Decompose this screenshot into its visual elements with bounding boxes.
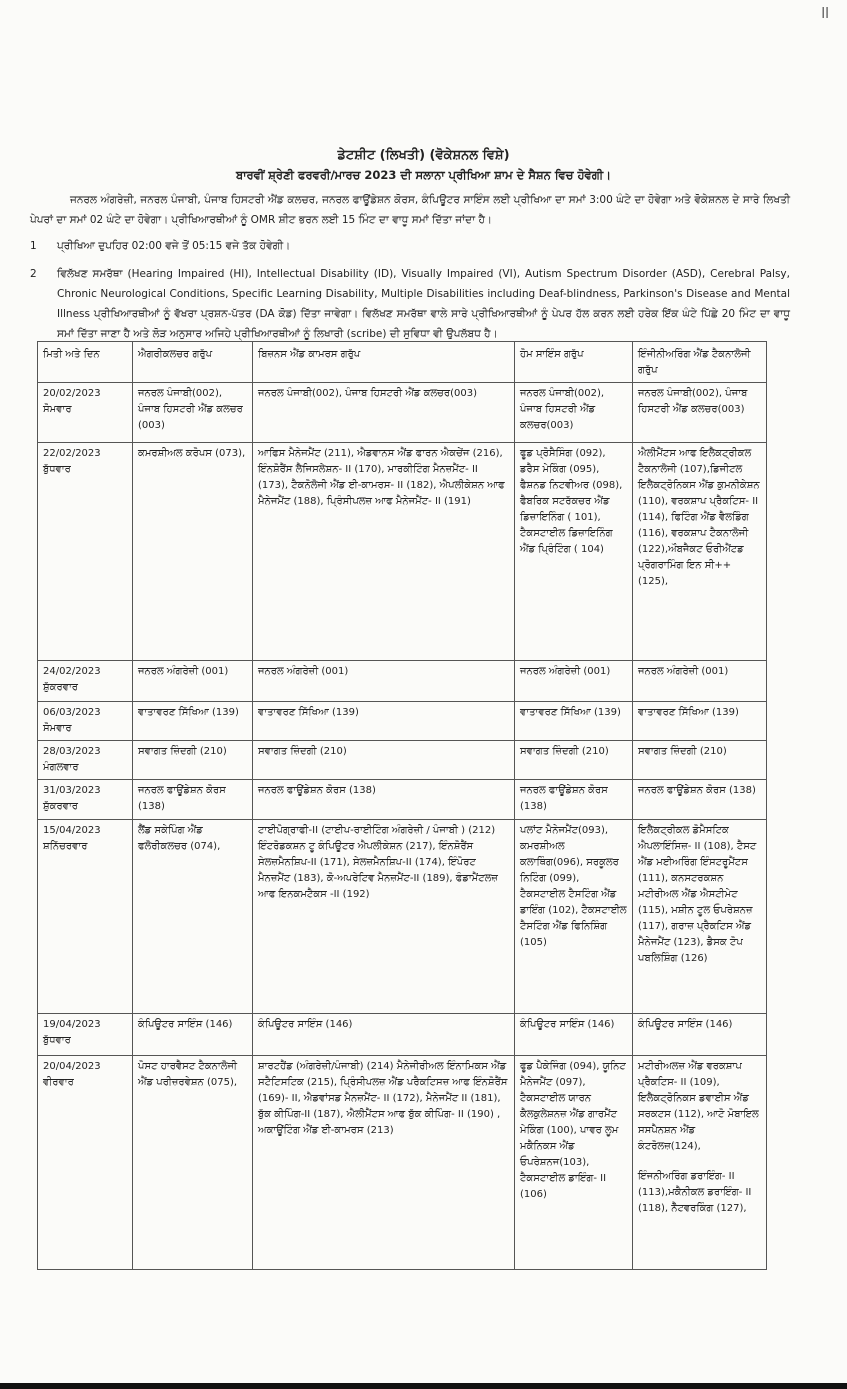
engineering-cell: ਸਵਾਗਤ ਜ਼ਿੰਦਗੀ (210) [633,741,767,780]
exam-date: 19/04/2023 [43,1019,101,1030]
business-cell: ਆਫਿਸ ਮੈਨੇਜਮੈਂਟ (211), ਐਡਵਾਨਸ ਐਂਡ ਫਾਰਨ ਐਕਚੇਂਜ (216), ਇੰਨਸ਼ੋਰੈਂਸ ਲੈਜਿਸਲੇਸ਼ਨ- II (170), ਮਾਰਕੀਟਿੰਗ ਮੈਨਜ਼ਮੈਂਟ- II (173), ਟੈਕਨੋਲੋਜੀ ਐਂਡ ਈ-ਕਾਮਰਸ- II (182), ਐਪਲੀਕੇਸ਼ਨ ਆਫ ਮੈਨੇਜਮੈਂਟ (188), ਪ੍ਰਿੰਸੀਪਲਜ਼ ਆਫ ਮੈਨੇਜਮੈਂਟ- II (191) [253,443,515,661]
home-science-cell: ਫੂਡ ਪੈਕੇਜਿੰਗ (094), ਯੂਨਿਟ ਮੈਨੇਜਮੈਂਟ (097), ਟੈਕਸਟਾਈਲ ਯਾਰਨ ਕੈਲਕੁਲੇਸ਼ਨਜ਼ ਐਂਡ ਗਾਰਮੈਂਟ ਮੇਕਿੰਗ (100), ਪਾਵਰ ਲੂਮ ਮਕੈਨਿਕਸ ਐਂਡ ਓਪਰੇਸ਼ਨਜ(103), ਟੈਕਸਟਾਈਲ ਡਾਇੰਗ- II (106) [515,1056,633,1270]
note-text: ਵਿਲੱਖਣ ਸਮਰੱਥਾ (Hearing Impaired (HI), Intellectual Disability (ID), Visually Impaired (VI), Autism Spectrum Disorder (ASD), Cerebral Palsy, Chronic Neurological Conditions, Specific Learning Disability, Multiple Disabilities including Deaf-blindness, Parkinson's Disease and Mental Illness ਪ੍ਰੀਖਿਆਰਥੀਆਂ ਨੂੰ ਵੱਖਰਾ ਪ੍ਰਸ਼ਨ-ਪੱਤਰ (DA ਕੋਡ) ਦਿੱਤਾ ਜਾਵੇਗਾ। ਵਿਲੱਖਣ ਸਮਰੱਥਾ ਵਾਲੇ ਸਾਰੇ ਪ੍ਰੀਖਿਆਰਥੀਆਂ ਨੂੰ ਪੇਪਰ ਹੱਲ ਕਰਨ ਲਈ ਹਰੇਕ ਇੱਕ ਘੰਟੇ ਪਿੱਛੇ 20 ਮਿੰਟ ਦਾ ਵਾਧੂ ਸਮਾਂ ਦਿੱਤਾ ਜਾਣਾ ਹੈ ਅਤੇ ਲੋੜ ਅਨੁਸਾਰ ਅਜਿਹੇ ਪ੍ਰੀਖਿਆਰਥੀਆਂ ਨੂੰ ਲਿਖਾਰੀ (scribe) ਦੀ ਸੁਵਿਧਾ ਵੀ ਉਪਲੱਬਧ ਹੈ। [57,268,790,340]
home-science-cell: ਜਨਰਲ ਅੰਗਰੇਜ਼ੀ (001) [515,661,633,702]
home-science-cell: ਸਵਾਗਤ ਜ਼ਿੰਦਗੀ (210) [515,741,633,780]
table-header-row [38,342,767,383]
exam-date: 15/04/2023 [43,825,101,836]
table-row [38,1056,767,1270]
business-cell: ਕੰਪਿਊਟਰ ਸਾਇੰਸ (146) [253,1014,515,1056]
home-science-cell: ਫੂਡ ਪ੍ਰੋਸੈਸਿੰਗ (092), ਡਰੈਸ ਮੇਕਿੰਗ (095), ਫੈਸ਼ਨਡ ਨਿਟਵੀਅਰ (098), ਫੈਬਰਿਕ ਸਟਰੱਕਚਰ ਐਂਡ ਡਿਜ਼ਾਇਨਿੰਗ ( 101), ਟੈਕਸਟਾਈਲ ਡਿਜ਼ਾਇਨਿੰਗ ਐਂਡ ਪ੍ਰਿੰਟਿੰਗ ( 104) [515,443,633,661]
engineering-cell: ਕੰਪਿਊਟਰ ਸਾਇੰਸ (146) [633,1014,767,1056]
header-date-day: ਮਿਤੀ ਅਤੇ ਦਿਨ [38,342,133,383]
engineering-subjects: ਮਟੀਰੀਅਲਜ਼ ਐਂਡ ਵਰਕਸ਼ਾਪ ਪ੍ਰੈਕਟਿਸ- II (109), ਇਲੈਕਟ੍ਰੋਨਿਕਸ ਡਵਾਈਸ ਐਂਡ ਸਰਕਟਸ (112), ਆਟੋ ਮੋਬਾਇਲ ਸਸਪੈਨਸ਼ਨ ਐਂਡ ਕੰਟਰੋਲਜ਼(124), [638,1061,759,1152]
home-science-cell: ਕੰਪਿਊਟਰ ਸਾਇੰਸ (146) [515,1014,633,1056]
engineering-cell: ਜਨਰਲ ਫਾਊਂਡੇਸ਼ਨ ਕੋਰਸ (138) [633,780,767,820]
exam-day: ਬੁੱਧਵਾਰ [43,1035,71,1046]
home-science-cell: ਜਨਰਲ ਪੰਜਾਬੀ(002), ਪੰਜਾਬ ਹਿਸਟਰੀ ਐਂਡ ਕਲਚਰ(003) [515,383,633,443]
date-cell [38,661,133,702]
engineering-cell [633,1056,767,1270]
agriculture-cell: ਕਮਰਸ਼ੀਅਲ ਕਰੋਪਸ (073), [133,443,253,661]
date-cell [38,780,133,820]
table-row [38,383,767,443]
engineering-cell: ਇਲੈਕਟ੍ਰੀਕਲ ਡੋਮੈਸਟਿਕ ਐਪਲਾਇੰਸਿਜ਼- II (108), ਟੈਸਟ ਐਂਡ ਮਈਅਰਿੰਗ ਇੰਸਟਰੂਮੈਂਟਸ (111), ਕਨਸਟਰਕਸ਼ਨ ਮਟੀਰੀਅਲ ਐਂਡ ਐਸਟੀਮੇਟ (115), ਮਸ਼ੀਨ ਟੂਲ ਓਪਰੇਸ਼ਨਜ਼ (117), ਗਰਾਜ਼ ਪ੍ਰੈਕਟਿਸ ਐਂਡ ਮੈਨੇਜਮੈਂਟ (123), ਡੈਸਕ ਟੋਪ ਪਬਲਿਸ਼ਿੰਗ (126) [633,820,767,1014]
engineering-subjects: ਇੰਜਨੀਅਰਿੰਗ ਡਰਾਇੰਗ- II (113),ਮਕੈਨੀਕਲ ਡਰਾਇੰਗ- II (118), ਨੈੱਟਵਰਕਿੰਗ (127), [638,1171,752,1214]
exam-day: ਸ਼ਨਿੱਚਰਵਾਰ [43,841,88,852]
table-row [38,1014,767,1056]
date-sheet-table [37,341,767,1270]
home-science-cell: ਪਲਾਂਟ ਮੈਨੇਜਮੈਂਟ(093), ਕਮਰਸ਼ੀਅਲ ਕਲਾਥਿੰਗ(096), ਸਰਕੂਲਰ ਨਿਟਿੰਗ (099), ਟੈਕਸਟਾਈਲ ਟੈਸਟਿੰਗ ਐਂਡ ਡਾਇੰਗ (102), ਟੈਕਸਟਾਈਲ ਟੈਸਟਿੰਗ ਐਂਡ ਫਿਨਿਸ਼ਿੰਗ (105) [515,820,633,1014]
note-number: 1 [30,240,37,252]
header-business-commerce: ਬਿਜ਼ਨਸ ਐਂਡ ਕਾਮਰਸ ਗਰੁੱਪ [253,342,515,383]
document-subtitle: ਬਾਰਵੀਂ ਸ਼੍ਰੇਣੀ ਫਰਵਰੀ/ਮਾਰਚ 2023 ਦੀ ਸਲਾਨਾ ਪ੍ਰੀਖਿਆ ਸ਼ਾਮ ਦੇ ਸੈਸ਼ਨ ਵਿਚ ਹੋਵੇਗੀ। [236,168,611,182]
engineering-cell: ਵਾਤਾਵਰਣ ਸਿੱਖਿਆ (139) [633,702,767,741]
note-2 [30,264,790,344]
exam-day: ਵੀਰਵਾਰ [43,1077,74,1088]
date-cell [38,820,133,1014]
exam-date: 20/04/2023 [43,1061,101,1072]
business-cell: ਜਨਰਲ ਅੰਗਰੇਜ਼ੀ (001) [253,661,515,702]
agriculture-cell: ਜਨਰਲ ਪੰਜਾਬੀ(002), ਪੰਜਾਬ ਹਿਸਟਰੀ ਐਂਡ ਕਲਚਰ (003) [133,383,253,443]
exam-date: 22/02/2023 [43,448,101,459]
note-text: ਪ੍ਰੀਖਿਆ ਦੁਪਹਿਰ 02:00 ਵਜੇ ਤੋਂ 05:15 ਵਜੇ ਤੱਕ ਹੋਵੇਗੀ। [57,240,291,252]
date-cell [38,702,133,741]
date-cell [38,383,133,443]
header-engineering-technology: ਇੰਜੀਨੀਅਰਿੰਗ ਐਂਡ ਟੈਕਨਾਲੋਜੀ ਗਰੁੱਪ [633,342,767,383]
agriculture-cell: ਵਾਤਾਵਰਣ ਸਿੱਖਿਆ (139) [133,702,253,741]
agriculture-cell: ਸਵਾਗਤ ਜ਼ਿੰਦਗੀ (210) [133,741,253,780]
note-number: 2 [30,268,37,280]
table-row [38,780,767,820]
exam-day: ਸ਼ੁੱਕਰਵਾਰ [43,801,78,812]
exam-date: 31/03/2023 [43,785,101,796]
date-cell [38,741,133,780]
engineering-cell: ਜਨਰਲ ਅੰਗਰੇਜ਼ੀ (001) [633,661,767,702]
exam-day: ਸੋਮਵਾਰ [43,404,72,415]
engineering-cell: ਐਲੀਮੈਂਟਸ ਆਫ ਇਲੈਕਟ੍ਰੀਕਲ ਟੈਕਨਾਲੋਜੀ (107),ਡਿਜੀਟਲ ਇਲੈਕਟ੍ਰੋਨਿਕਸ ਐਂਡ ਕੁਮਨੀਕੇਸ਼ਨ (110), ਵਰਕਸ਼ਾਪ ਪ੍ਰੈਕਟਿਸ- II (114), ਫਿਟਿੰਗ ਐਂਡ ਵੈਲਡਿੰਗ (116), ਵਰਕਸ਼ਾਪ ਟੈਕਨਾਲੋਜੀ (122),ਔਬਜੈਕਟ ਓਰੀਐਂਟਡ ਪ੍ਰੋਗਰਾਮਿੰਗ ਇਨ ਸੀ++ (125), [633,443,767,661]
home-science-cell: ਜਨਰਲ ਫਾਊਂਡੇਸ਼ਨ ਕੋਰਸ (138) [515,780,633,820]
table-row [38,661,767,702]
business-cell: ਵਾਤਾਵਰਣ ਸਿੱਖਿਆ (139) [253,702,515,741]
exam-date: 20/02/2023 [43,388,101,399]
agriculture-cell: ਜਨਰਲ ਫਾਊਂਡੇਸ਼ਨ ਕੋਰਸ (138) [133,780,253,820]
business-cell: ਟਾਈਪੋਗ੍ਰਾਫੀ-II (ਟਾਈਪ-ਰਾਈਟਿੰਗ ਅੰਗਰੇਜ਼ੀ / ਪੰਜਾਬੀ ) (212) ਇੰਟਰੋਡਕਸ਼ਨ ਟੂ ਕੰਪਿਊਟਰ ਐਪਲੀਕੇਸ਼ਨ (217), ਇੰਨਸ਼ੋਰੈਂਸ ਸੇਲਜ਼ਮੈਨਸ਼ਿਪ-II (171), ਸੇਲਜ਼ਮੈਨਸ਼ਿਪ-II (174), ਇੰਪੋਰਟ ਮੈਨਜ਼ਮੈਂਟ (183), ਕੋ-ਅਪਰੇਟਿਵ ਮੈਨਜ਼ਮੈਂਟ-II (189), ਫੰਡਾਮੈਂਟਲਜ਼ ਆਫ ਇਨਕਮਟੈਕਸ -II (192) [253,820,515,1014]
business-cell: ਸ਼ਾਰਟਹੈਂਡ (ਅੰਗਰੇਜ਼ੀ/ਪੰਜਾਬੀ) (214) ਮੈਨੇਜੀਰੀਅਲ ਇੰਨਾਮਿਕਸ ਐਂਡ ਸਟੈਟਿਸਟਿਕ (215), ਪ੍ਰਿੰਸੀਪਲਜ਼ ਐਂਡ ਪਰੈਕਟਿਸਜ਼ ਆਫ ਇੰਨਸ਼ੋਰੈਂਸ (169)- II, ਐਡਵਾਂਸਡ ਮੈਨਜ਼ਮੈਂਟ- II (172), ਮੈਨੇਜਮੈਂਟ II (181), ਬੁੱਕ ਕੀਪਿੰਗ-II (187), ਐਲੀਮੈਂਟਸ ਆਫ ਬੁੱਕ ਕੀਪਿੰਗ- II (190) , ਅਕਾਊਂਟਿੰਗ ਐਂਡ ਈ-ਕਾਮਰਸ (213) [253,1056,515,1270]
exam-date: 28/03/2023 [43,746,101,757]
business-cell: ਜਨਰਲ ਫਾਊਂਡੇਸ਼ਨ ਕੋਰਸ (138) [253,780,515,820]
exam-day: ਮੰਗਲਵਾਰ [43,762,79,773]
date-cell [38,1014,133,1056]
table-row [38,820,767,1014]
business-cell: ਜਨਰਲ ਪੰਜਾਬੀ(002), ਪੰਜਾਬ ਹਿਸਟਰੀ ਐਂਡ ਕਲਚਰ(003) [253,383,515,443]
agriculture-cell: ਲੈਂਡ ਸਕੇਪਿੰਗ ਐਂਡ ਫਲੋਰੀਕਲਚਰ (074), [133,820,253,1014]
table-row [38,443,767,661]
agriculture-cell: ਕੰਪਿਊਟਰ ਸਾਇੰਸ (146) [133,1014,253,1056]
page-bottom-edge [0,1383,847,1389]
exam-day: ਸੋਮਵਾਰ [43,723,72,734]
table-row [38,702,767,741]
date-cell [38,443,133,661]
header-home-science: ਹੋਮ ਸਾਇੰਸ ਗਰੁੱਪ [515,342,633,383]
agriculture-cell: ਜਨਰਲ ਅੰਗਰੇਜ਼ੀ (001) [133,661,253,702]
intro-paragraph: ਜਨਰਲ ਅੰਗਰੇਜ਼ੀ, ਜਨਰਲ ਪੰਜਾਬੀ, ਪੰਜਾਬ ਹਿਸਟਰੀ ਐਂਡ ਕਲਚਰ, ਜਨਰਲ ਫਾਊਂਡੇਸ਼ਨ ਕੋਰਸ, ਕੰਪਿਊਟਰ ਸਾਇੰਸ ਲਈ ਪ੍ਰੀਖਿਆ ਦਾ ਸਮਾਂ 3:00 ਘੰਟੇ ਦਾ ਹੋਵੇਗਾ ਅਤੇ ਵੋਕੇਸ਼ਨਲ ਦੇ ਸਾਰੇ ਲਿਖਤੀ ਪੇਪਰਾਂ ਦਾ ਸਮਾਂ 02 ਘੰਟੇ ਦਾ ਹੋਵੇਗਾ। ਪ੍ਰੀਖਿਆਰਥੀਆਂ ਨੂੰ OMR ਸ਼ੀਟ ਭਰਨ ਲਈ 15 ਮਿੰਟ ਦਾ ਵਾਧੂ ਸਮਾਂ ਦਿੱਤਾ ਜਾਂਦਾ ਹੈ। [30,194,790,226]
home-science-cell: ਵਾਤਾਵਰਣ ਸਿੱਖਿਆ (139) [515,702,633,741]
date-cell [38,1056,133,1270]
table-row [38,741,767,780]
exam-day: ਸ਼ੁੱਕਰਵਾਰ [43,682,78,693]
document-title: ਡੇਟਸ਼ੀਟ (ਲਿਖਤੀ) (ਵੋਕੇਸ਼ਨਲ ਵਿਸ਼ੇ) [337,148,510,163]
note-1 [30,236,790,256]
exam-date: 06/03/2023 [43,707,101,718]
exam-day: ਬੁੱਧਵਾਰ [43,464,71,475]
exam-date: 24/02/2023 [43,666,101,677]
engineering-cell: ਜਨਰਲ ਪੰਜਾਬੀ(002), ਪੰਜਾਬ ਹਿਸਟਰੀ ਐਂਡ ਕਲਚਰ(003) [633,383,767,443]
business-cell: ਸਵਾਗਤ ਜ਼ਿੰਦਗੀ (210) [253,741,515,780]
page-corner-mark: ll [821,6,829,22]
header-agriculture: ਐਗਰੀਕਲਚਰ ਗਰੁੱਪ [133,342,253,383]
agriculture-cell: ਪੋਸਟ ਹਾਰਵੈਸਟ ਟੈਕਨਾਲੋਜੀ ਐਂਡ ਪਰੀਜ਼ਰਵੇਸ਼ਨ (075), [133,1056,253,1270]
